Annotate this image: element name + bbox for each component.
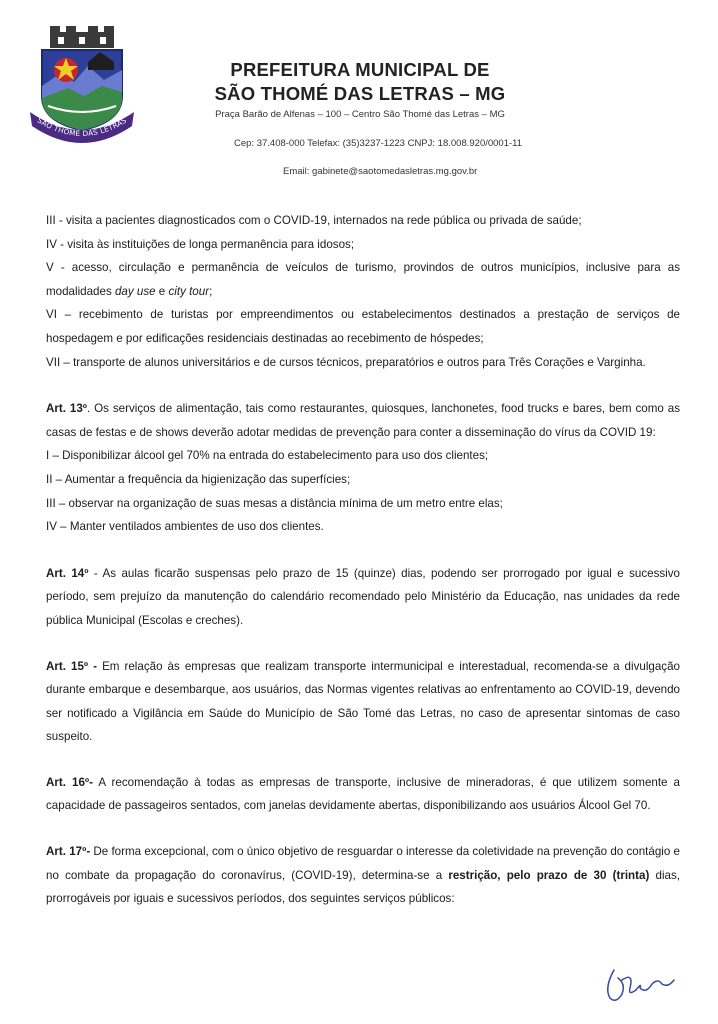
email-line: Email: gabinete@saotomedasletras.mg.gov.br bbox=[283, 166, 478, 177]
restriction-emphasis: restrição, pelo prazo de 30 (trinta) bbox=[448, 868, 650, 882]
document-body bbox=[46, 209, 680, 911]
article-16: Art. 16º- A recomendação à todas as empresas de transporte, inclusive de mineradoras, é que utilizem somente a capacidade de passageiros sentados, com janelas devidamente abertas, disponibilizando aos usuários Álcool Gel 70. bbox=[46, 775, 680, 813]
day-use-term: day use bbox=[114, 284, 156, 298]
article-17: Art. 17º- De forma excepcional, com o único objetivo de resguardar o interesse da coletividade na prevenção do contágio e no combate da propagação do coronavírus, (COVID-19), determina-se a restrição, pelo prazo de 30 (trinta) dias, prorrogáveis por iguais e sucessivos períodos, dos seguintes serviços públicos: bbox=[46, 845, 680, 906]
article-13: Art. 13º. Os serviços de alimentação, tais como restaurantes, quiosques, lanchonetes, food trucks e bares, bem como as casas de festas e de shows deverão adotar medidas de prevenção para conter a disseminação do vírus da COVID 19: bbox=[46, 402, 680, 439]
handwritten-signature bbox=[600, 958, 680, 1008]
item-vi: VI – recebimento de turistas por empreendimentos ou estabelecimentos destinados a prestação de serviços de hospedagem e por edificações residenciais destinadas ao recebimento de hóspedes; bbox=[46, 308, 680, 345]
city-tour-term: city tour bbox=[168, 284, 210, 298]
title-line-2: SÃO THOMÉ DAS LETRAS – MG bbox=[214, 83, 506, 104]
art13-item-ii: II – Aumentar a frequência da higienização das superfícies; bbox=[46, 472, 351, 486]
article-17-label: Art. 17º- bbox=[46, 845, 91, 859]
item-iii: III - visita a pacientes diagnosticados com o COVID-19, internados na rede pública ou privada de saúde; bbox=[46, 214, 582, 227]
art13-item-iv: IV – Manter ventilados ambientes de uso dos clientes. bbox=[46, 520, 324, 534]
item-vii: VII – transporte de alunos universitários e de cursos técnicos, preparatórios e outros para Três Corações e Varginha. bbox=[46, 355, 646, 369]
cep-phone-cnpj: Cep: 37.408-000 Telefax: (35)3237-1223 CNPJ: 18.008.920/0001-11 bbox=[234, 138, 523, 149]
article-15-label: Art. 15º - bbox=[46, 659, 98, 673]
article-15: Art. 15º - Em relação às empresas que realizam transporte intermunicipal e interestadual, recomenda-se a divulgação durante embarque e desembarque, aos usuários, das Normas vigentes relativas ao enfrentamento ao COVID-19, devendo ser notificado a Vigilância em Saúde do Município de São Tomé das Letras, no caso de apresentar sintomas de caso suspeito. bbox=[46, 659, 680, 744]
item-iv: IV - visita às instituições de longa permanência para idosos; bbox=[46, 237, 355, 251]
article-16-label: Art. 16º- bbox=[46, 775, 93, 789]
article-13-label: Art. 13º bbox=[46, 402, 88, 416]
art13-item-iii: III – observar na organização de suas mesas a distância mínima de um metro entre elas; bbox=[46, 496, 503, 510]
address-line: Praça Barão de Alfenas – 100 – Centro São Thomé das Letras – MG bbox=[215, 109, 505, 120]
article-14: Art. 14º - As aulas ficarão suspensas pelo prazo de 15 (quinze) dias, podendo ser prorrogado por igual e sucessivo período, sem prejuízo da manutenção do calendário recomendado pelo Ministério da Educação, nas unidades da rede pública Municipal (Escolas e creches). bbox=[46, 566, 680, 627]
item-v: V - acesso, circulação e permanência de veículos de turismo, provindos de outros municípios, inclusive para as modalidades day use e city tour; bbox=[46, 261, 680, 298]
mural-crown-icon bbox=[50, 26, 114, 48]
letterhead bbox=[180, 58, 540, 120]
art13-item-i: I – Disponibilizar álcool gel 70% na entrada do estabelecimento para uso dos clientes; bbox=[46, 449, 489, 463]
municipal-crest-emblem bbox=[28, 26, 136, 144]
article-14-label: Art. 14º bbox=[46, 566, 89, 580]
ribbon-text: SÃO THOMÉ DAS LETRAS bbox=[35, 115, 129, 139]
shield-icon bbox=[42, 50, 122, 130]
title-line-1: PREFEITURA MUNICIPAL DE bbox=[230, 59, 490, 80]
